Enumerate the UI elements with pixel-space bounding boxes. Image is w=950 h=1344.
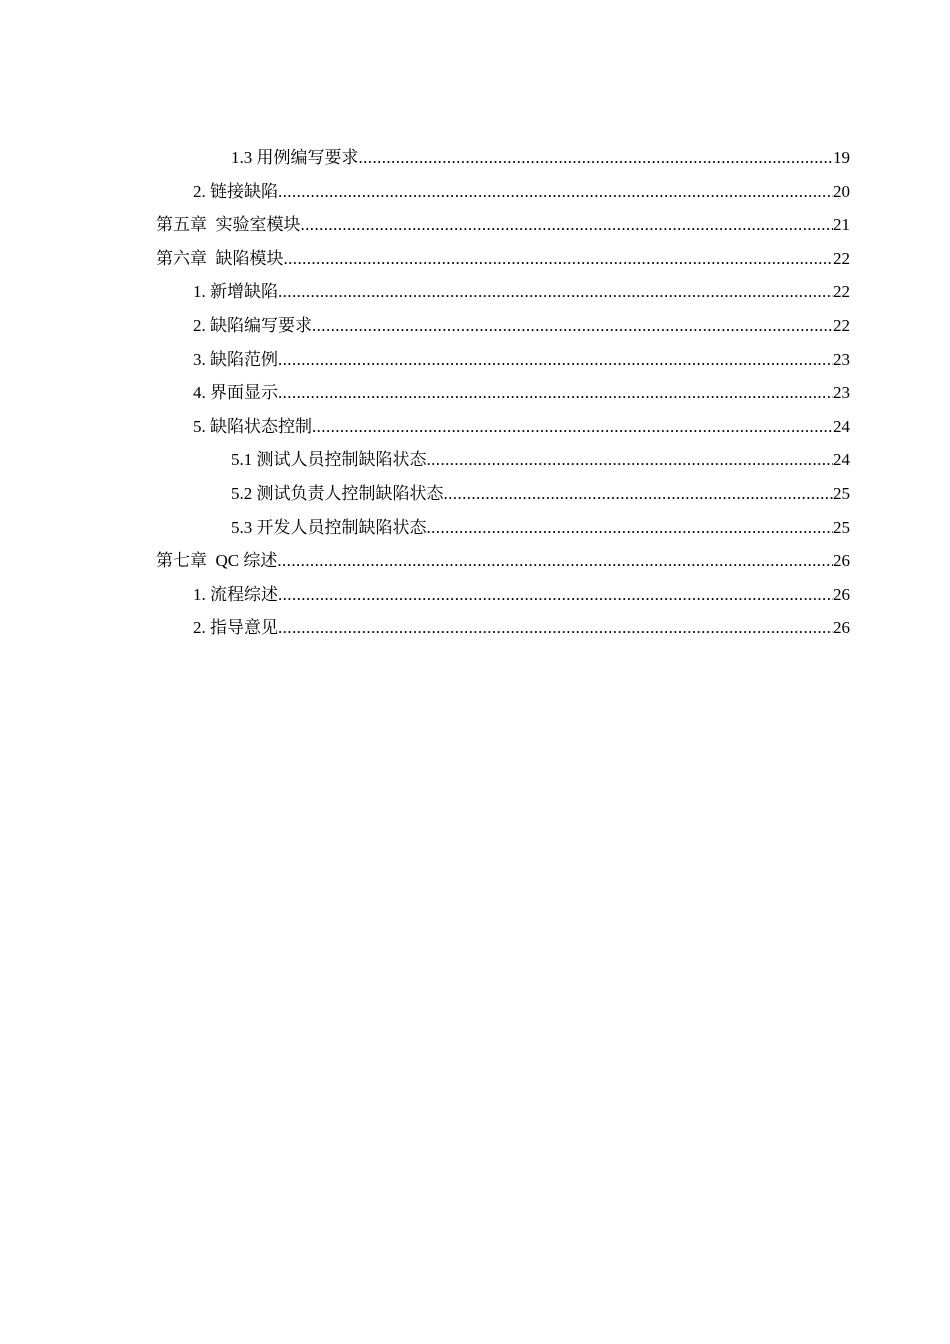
toc-entry-title: 1. 流程综述 <box>193 584 278 604</box>
toc-entry-title: 第五章 实验室模块 <box>156 215 301 235</box>
toc-dot-leader <box>301 208 834 242</box>
toc-page-number: 24 <box>833 416 850 436</box>
toc-dot-leader <box>359 141 834 175</box>
toc-page-number: 25 <box>833 483 850 503</box>
toc-entry[interactable] <box>156 275 850 309</box>
toc-entry[interactable] <box>156 578 850 612</box>
toc-entry[interactable] <box>156 511 850 545</box>
toc-page-number: 26 <box>833 584 850 604</box>
toc-entry[interactable] <box>156 544 850 578</box>
toc-entry-title: 3. 缺陷范例 <box>193 349 278 369</box>
toc-entry-title: 1. 新增缺陷 <box>193 282 278 302</box>
toc-entry[interactable] <box>156 309 850 343</box>
toc-entry[interactable] <box>156 242 850 276</box>
toc-entry-title: 5.1 测试人员控制缺陷状态 <box>231 450 427 470</box>
toc-entry-title: 5. 缺陷状态控制 <box>193 416 312 436</box>
toc-dot-leader <box>278 611 833 645</box>
toc-page-number: 22 <box>833 315 850 335</box>
toc-entry[interactable] <box>156 141 850 175</box>
toc-entry-title: 2. 指导意见 <box>193 618 278 638</box>
toc-page-number: 21 <box>833 215 850 235</box>
toc-entry[interactable] <box>156 477 850 511</box>
toc-page-number: 24 <box>833 450 850 470</box>
toc-page-number: 22 <box>833 248 850 268</box>
toc-entry-title: 4. 界面显示 <box>193 383 278 403</box>
toc-page-number: 25 <box>833 517 850 537</box>
toc-dot-leader <box>278 175 833 209</box>
toc-dot-leader <box>277 544 833 578</box>
toc-dot-leader <box>278 376 833 410</box>
toc-page-number: 26 <box>833 551 850 571</box>
toc-dot-leader <box>427 443 834 477</box>
toc-entry-title: 第六章 缺陷模块 <box>156 248 284 268</box>
toc-dot-leader <box>312 309 833 343</box>
toc-entry-title: 5.3 开发人员控制缺陷状态 <box>231 517 427 537</box>
toc-entry[interactable] <box>156 611 850 645</box>
toc-page-number: 23 <box>833 383 850 403</box>
toc-entry[interactable] <box>156 175 850 209</box>
toc-page-number: 20 <box>833 181 850 201</box>
toc-dot-leader <box>278 343 833 377</box>
toc-dot-leader <box>278 275 833 309</box>
toc-page-number: 23 <box>833 349 850 369</box>
toc-entry-title: 1.3 用例编写要求 <box>231 148 359 167</box>
toc-entry-title: 2. 缺陷编写要求 <box>193 315 312 335</box>
toc-entry-title: 5.2 测试负责人控制缺陷状态 <box>231 483 444 503</box>
toc-dot-leader <box>444 477 834 511</box>
toc-page-number: 26 <box>833 618 850 638</box>
toc-dot-leader <box>284 242 834 276</box>
toc-entry[interactable] <box>156 376 850 410</box>
table-of-contents <box>156 141 850 645</box>
toc-entry-title: 第七章 QC 综述 <box>156 551 278 571</box>
toc-entry[interactable] <box>156 343 850 377</box>
toc-dot-leader <box>312 410 833 444</box>
toc-dot-leader <box>427 511 834 545</box>
toc-entry[interactable] <box>156 208 850 242</box>
toc-entry[interactable] <box>156 410 850 444</box>
toc-page-number: 19 <box>833 148 850 167</box>
toc-entry[interactable] <box>156 443 850 477</box>
toc-dot-leader <box>278 578 833 612</box>
toc-page-number: 22 <box>833 282 850 302</box>
toc-entry-title: 2. 链接缺陷 <box>193 181 278 201</box>
